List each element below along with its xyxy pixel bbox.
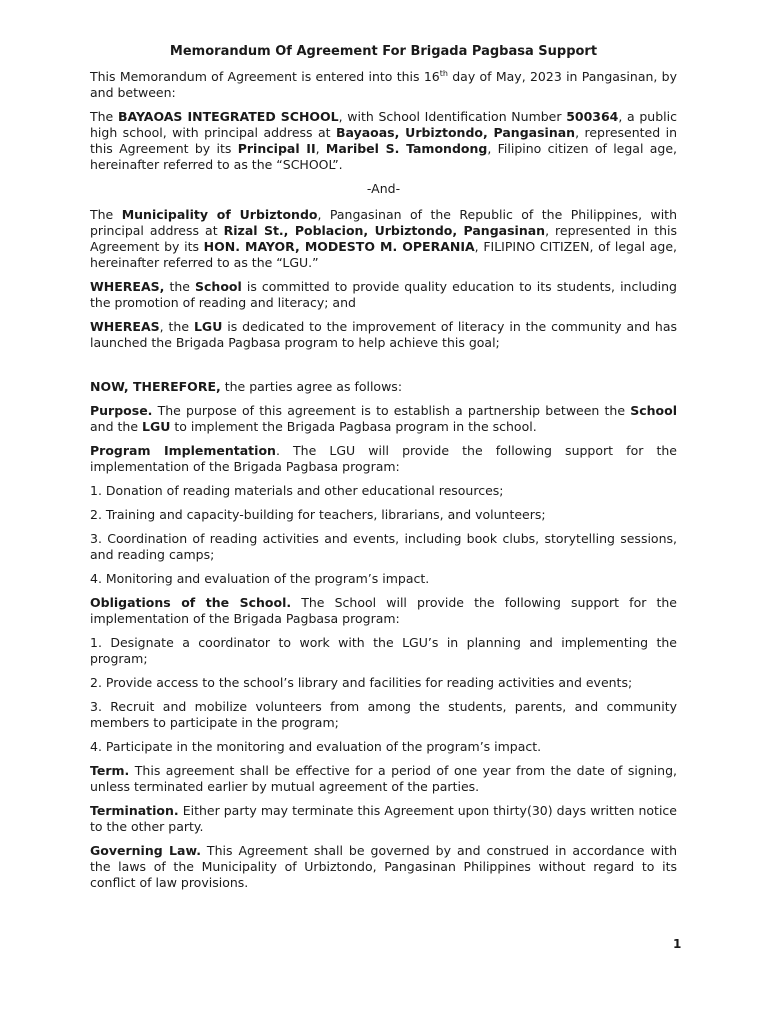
- term-paragraph: Term. This agreement shall be effective for a period of one year from the date of signing, unless terminated earlier by mutual agreement of the parties.: [90, 763, 677, 794]
- document-title: Memorandum Of Agreement For Brigada Pagbasa Support: [169, 44, 598, 59]
- purpose-paragraph: Purpose. The purpose of this agreement is to establish a partnership between the School and the LGU to implement the Brigada Pagbasa program in the school.: [90, 403, 677, 434]
- list-item: 3. Coordination of reading activities and events, including book clubs, storytelling sessions, and reading camps;: [90, 531, 677, 562]
- list-item: 4. Monitoring and evaluation of the program’s impact.: [90, 571, 430, 586]
- whereas-lgu-paragraph: WHEREAS, the LGU is dedicated to the improvement of literacy in the community and has launched the Brigada Pagbasa program to help achieve this goal;: [90, 319, 678, 350]
- party-lgu-paragraph: The Municipality of Urbiztondo, Pangasinan of the Republic of the Philippines, with principal address at Rizal St., Poblacion, Urbiztondo, Pangasinan, represented in this Agreement by its HON. MAYOR, MODESTO M. OPERANIA, FILIPINO CITIZEN, of legal age, hereinafter referred to as the “LGU.”: [90, 207, 678, 270]
- list-item: 2. Training and capacity-building for teachers, librarians, and volunteers;: [90, 507, 546, 522]
- governing-law-paragraph: Governing Law. This Agreement shall be governed by and construed in accordance with the laws of the Municipality of Urbiztondo, Pangasinan Philippines without regard to its conflict of law provisions.: [90, 843, 677, 890]
- list-item: 2. Provide access to the school’s library and facilities for reading activities and events;: [90, 675, 633, 690]
- termination-paragraph: Termination. Either party may terminate this Agreement upon thirty(30) days written notice to the other party.: [90, 803, 677, 834]
- and-separator: -And-: [366, 181, 401, 196]
- list-item: 1. Designate a coordinator to work with the LGU’s in planning and implementing the program;: [90, 635, 677, 666]
- obligations-paragraph: Obligations of the School. The School will provide the following support for the implementation of the Brigada Pagbasa program:: [90, 595, 677, 626]
- now-therefore-paragraph: NOW, THEREFORE, the parties agree as follows:: [90, 379, 403, 394]
- party-school-paragraph: The BAYAOAS INTEGRATED SCHOOL, with School Identification Number 500364, a public high school, with principal address at Bayaoas, Urbiztondo, Pangasinan, represented in this Agreement by its Principal II, Maribel S. Tamondong, Filipino citizen of legal age, hereinafter referred to as the “SCHOOL”.: [90, 109, 678, 172]
- list-item: 3. Recruit and mobilize volunteers from among the students, parents, and community members to participate in the program;: [90, 699, 677, 730]
- list-item: 4. Participate in the monitoring and evaluation of the program’s impact.: [90, 739, 542, 754]
- spacer: [90, 359, 677, 379]
- program-implementation-paragraph: Program Implementation. The LGU will provide the following support for the implementation of the Brigada Pagbasa program:: [90, 443, 677, 474]
- whereas-school-paragraph: WHEREAS, the School is committed to provide quality education to its students, including the promotion of reading and literacy; and: [90, 279, 677, 310]
- page-number: 1: [673, 937, 682, 951]
- intro-paragraph: This Memorandum of Agreement is entered into this 16th day of May, 2023 in Pangasinan, by and between:: [90, 68, 677, 100]
- document-page: [90, 44, 677, 899]
- list-item: 1. Donation of reading materials and other educational resources;: [90, 483, 504, 498]
